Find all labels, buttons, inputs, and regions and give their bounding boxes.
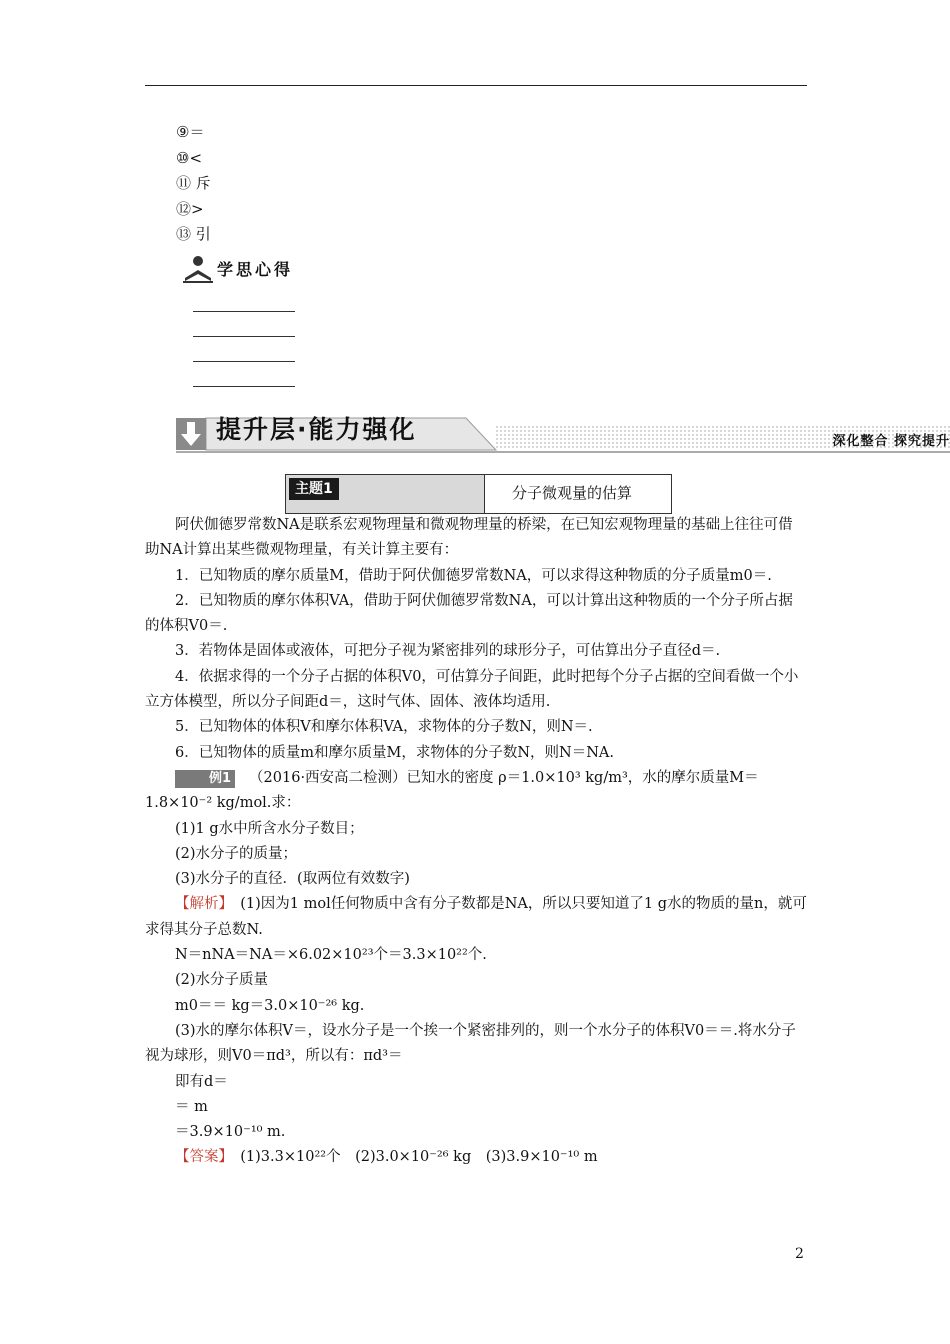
band-subtitle: 深化整合 探究提升 bbox=[832, 434, 950, 449]
topic-separator bbox=[484, 475, 485, 513]
list-item: ⑩< bbox=[176, 148, 203, 167]
paragraph: 2．已知物质的摩尔体积VA，借助于阿伏伽德罗常数NA，可以计算出这种物质的一个分子所占据的体积V0＝. bbox=[145, 592, 793, 635]
paragraph: 4．依据求得的一个分子占据的体积V0，可估算分子间距，此时把每个分子占据的空间看做一个小立方体模型，所以分子间距d＝，这时气体、固体、液体均适用. bbox=[145, 668, 799, 711]
solution-line: N＝nNA＝NA＝×6.02×10²³个＝3.3×10²²个. bbox=[175, 947, 487, 964]
example-stem-text: （2016·西安高二检测）已知水的密度 ρ＝1.0×10³ kg/m³，水的摩尔质量M＝1.8×10⁻² kg/mol.求： bbox=[145, 769, 759, 812]
topic-name: 分子微观量的估算 bbox=[512, 484, 633, 502]
answer-line bbox=[145, 1145, 807, 1170]
blank-line bbox=[193, 336, 295, 337]
header-rule bbox=[145, 85, 807, 86]
example-stem bbox=[145, 766, 807, 817]
main-body bbox=[145, 513, 807, 1171]
page-number: 2 bbox=[795, 1246, 804, 1262]
paragraph: 6．已知物体的质量m和摩尔质量M，求物体的分子数N，则N＝NA. bbox=[175, 744, 614, 761]
paragraph: 3．若物体是固体或液体，可把分子视为紧密排列的球形分子，可估算出分子直径d＝. bbox=[175, 643, 721, 660]
answer-label: 【答案】 bbox=[175, 1149, 226, 1166]
section-band bbox=[176, 410, 950, 454]
paragraph: 1．已知物质的摩尔质量M，借助于阿伏伽德罗常数NA，可以求得这种物质的分子质量m0＝. bbox=[175, 567, 772, 584]
list-item: ⑨＝ bbox=[176, 123, 205, 141]
solution-line: m0＝＝ kg＝3.0×10⁻²⁶ kg. bbox=[175, 997, 365, 1014]
blank-line bbox=[193, 386, 295, 387]
solution-line: 即有d＝ bbox=[175, 1073, 228, 1090]
blank-line bbox=[193, 311, 295, 312]
question: (1)1 g水中所含水分子数目； bbox=[175, 820, 364, 837]
paragraph: 阿伏伽德罗常数NA是联系宏观物理量和微观物理量的桥梁，在已知宏观物理量的基础上往往可借助NA计算出某些微观物理量，有关计算主要有： bbox=[145, 517, 793, 559]
solution-line: (2)水分子质量 bbox=[175, 972, 269, 989]
solution-line: ＝ m bbox=[175, 1098, 208, 1115]
solution-text: (1)因为1 mol任何物质中含有分子数都是NA，所以只要知道了1 g水的物质的量n，就可求得其分子总数N. bbox=[145, 896, 807, 938]
blank-line bbox=[193, 361, 295, 362]
topic-badge: 主题1 bbox=[289, 478, 339, 500]
solution-line: (3)水的摩尔体积V＝，设水分子是一个挨一个紧密排列的，则一个水分子的体积V0＝＝.将水分子视为球形，则V0＝πd³，所以有：πd³＝ bbox=[145, 1022, 796, 1065]
answer-text: (1)3.3×10²²个 (2)3.0×10⁻²⁶ kg (3)3.9×10⁻¹⁰ m bbox=[240, 1149, 598, 1166]
list-item: ⑫> bbox=[176, 199, 204, 218]
answer-list bbox=[176, 120, 211, 248]
jiexi-label: 【解析】 bbox=[175, 896, 226, 913]
xuesi-header bbox=[181, 252, 321, 284]
solution-line bbox=[145, 892, 807, 943]
reading-person-icon bbox=[181, 254, 215, 284]
topic-box bbox=[285, 474, 672, 514]
band-title: 提升层·能力强化 bbox=[216, 415, 417, 444]
paragraph: 5．已知物体的体积V和摩尔体积VA，求物体的分子数N，则N＝. bbox=[175, 719, 593, 736]
solution-line: ＝3.9×10⁻¹⁰ m. bbox=[175, 1124, 286, 1141]
list-item: ⑪ 斥 bbox=[176, 174, 211, 192]
down-arrow-icon bbox=[176, 418, 206, 450]
topic-label-area bbox=[286, 475, 484, 513]
question: (3)水分子的直径．(取两位有效数字) bbox=[175, 871, 410, 888]
list-item: ⑬ 引 bbox=[176, 225, 211, 243]
xuesi-label: 学思心得 bbox=[217, 260, 294, 279]
example-badge: 例1 bbox=[175, 770, 235, 788]
question: (2)水分子的质量； bbox=[175, 845, 298, 862]
